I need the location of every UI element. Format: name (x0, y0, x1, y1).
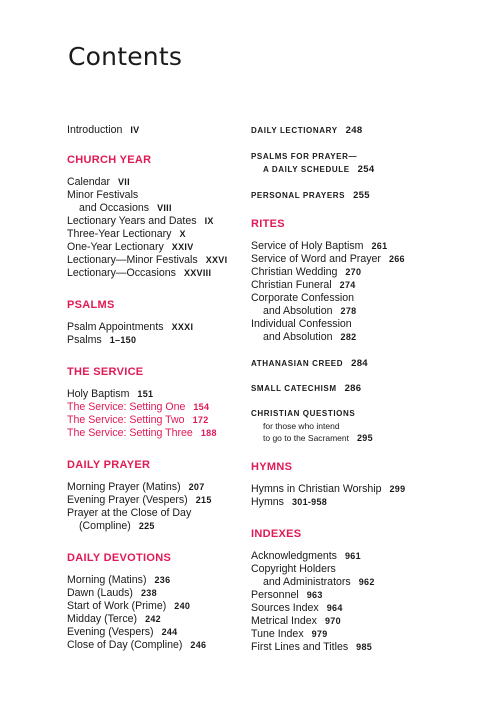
hymns-list (251, 483, 451, 509)
toc-entry[interactable]: Calendar VII (67, 176, 130, 188)
toc-entry[interactable]: Dawn (Lauds) 238 (67, 587, 157, 599)
daily-prayer-list (67, 481, 237, 533)
toc-entry[interactable]: Sources Index 964 (251, 602, 343, 614)
daily-devotions-list (67, 574, 237, 652)
contents-left-column (67, 124, 237, 652)
psalms-list (67, 321, 237, 347)
toc-entry[interactable]: Acknowledgments 961 (251, 550, 361, 562)
toc-entry[interactable]: Three-Year Lectionary X (67, 228, 186, 240)
toc-entry[interactable]: and Absolution 282 (263, 331, 357, 343)
section-heading-hymns: HYMNS (251, 461, 293, 473)
toc-entry[interactable]: Psalms 1–150 (67, 334, 137, 346)
toc-entry[interactable]: Christian Wedding 270 (251, 266, 362, 278)
toc-entry[interactable]: and Occasions VIII (79, 202, 172, 214)
toc-entry[interactable]: Copyright Holders (251, 563, 336, 575)
section-heading-the-service: THE SERVICE (67, 366, 144, 378)
toc-entry[interactable]: Prayer at the Close of Day (67, 507, 192, 519)
section-heading-church-year: CHURCH YEAR (67, 154, 152, 166)
toc-entry[interactable]: First Lines and Titles 985 (251, 641, 373, 653)
toc-entry-link[interactable]: The Service: Setting One 154 (67, 401, 210, 413)
toc-entry[interactable]: Close of Day (Compline) 246 (67, 639, 207, 651)
toc-entry[interactable]: Morning Prayer (Matins) 207 (67, 481, 205, 493)
toc-entry[interactable]: Holy Baptism 151 (67, 388, 154, 400)
section-heading-indexes: INDEXES (251, 528, 302, 540)
toc-entry-christian-questions[interactable]: CHRISTIAN QUESTIONS for those who intend to go to the Sacrament 295 (251, 409, 373, 443)
toc-entry[interactable]: Midday (Terce) 242 (67, 613, 161, 625)
toc-entry[interactable]: Start of Work (Prime) 240 (67, 600, 191, 612)
toc-entry-personal-prayers[interactable]: PERSONAL PRAYERS 255 (251, 190, 370, 201)
section-heading-psalms: PSALMS (67, 299, 115, 311)
toc-entry-introduction[interactable] (67, 124, 237, 137)
toc-entry[interactable]: Evening Prayer (Vespers) 215 (67, 494, 212, 506)
entry-page: IV (130, 125, 140, 135)
toc-entry[interactable]: One-Year Lectionary XXIV (67, 241, 194, 253)
toc-entry[interactable]: Minor Festivals (67, 189, 139, 201)
toc-entry[interactable]: Service of Word and Prayer 266 (251, 253, 405, 265)
toc-entry-link[interactable]: The Service: Setting Three 188 (67, 427, 217, 439)
toc-entry-link[interactable]: The Service: Setting Two 172 (67, 414, 209, 426)
toc-entry[interactable]: (Compline) 225 (79, 520, 155, 532)
toc-entry[interactable]: Lectionary—Minor Festivals XXVI (67, 254, 228, 266)
toc-entry[interactable]: Lectionary Years and Dates IX (67, 215, 214, 227)
rites-list (251, 240, 451, 344)
toc-entry[interactable]: Evening (Vespers) 244 (67, 626, 178, 638)
entry-label: Introduction (67, 124, 123, 136)
contents-right-column (251, 124, 451, 654)
toc-entry[interactable]: Metrical Index 970 (251, 615, 341, 627)
toc-entry[interactable]: Tune Index 979 (251, 628, 328, 640)
section-heading-rites: RITES (251, 218, 285, 230)
toc-entry[interactable]: Lectionary—Occasions XXVIII (67, 267, 212, 279)
toc-entry[interactable]: Hymns in Christian Worship 299 (251, 483, 406, 495)
toc-entry[interactable]: Individual Confession (251, 318, 352, 330)
toc-entry[interactable]: Hymns 301-958 (251, 496, 328, 508)
church-year-list (67, 176, 237, 280)
toc-entry[interactable]: and Administrators 962 (263, 576, 375, 588)
page-title: Contents (68, 42, 183, 71)
toc-entry[interactable]: Psalm Appointments XXXI (67, 321, 194, 333)
toc-entry[interactable]: and Absolution 278 (263, 305, 357, 317)
toc-entry-small-catechism[interactable]: SMALL CATECHISM 286 (251, 383, 362, 394)
section-heading-daily-devotions: DAILY DEVOTIONS (67, 552, 172, 564)
toc-entry[interactable]: Corporate Confession (251, 292, 355, 304)
toc-entry-daily-lectionary[interactable]: DAILY LECTIONARY 248 (251, 125, 363, 136)
toc-entry[interactable]: Service of Holy Baptism 261 (251, 240, 388, 252)
indexes-list (251, 550, 451, 654)
toc-entry-psalms-for-prayer[interactable]: PSALMS FOR PRAYER— A DAILY SCHEDULE 254 (251, 152, 375, 175)
toc-entry[interactable]: Morning (Matins) 236 (67, 574, 171, 586)
toc-entry-athanasian-creed[interactable]: ATHANASIAN CREED 284 (251, 358, 368, 369)
toc-entry[interactable]: Christian Funeral 274 (251, 279, 356, 291)
section-heading-daily-prayer: DAILY PRAYER (67, 459, 151, 471)
toc-entry[interactable]: Personnel 963 (251, 589, 323, 601)
service-list (67, 388, 237, 440)
